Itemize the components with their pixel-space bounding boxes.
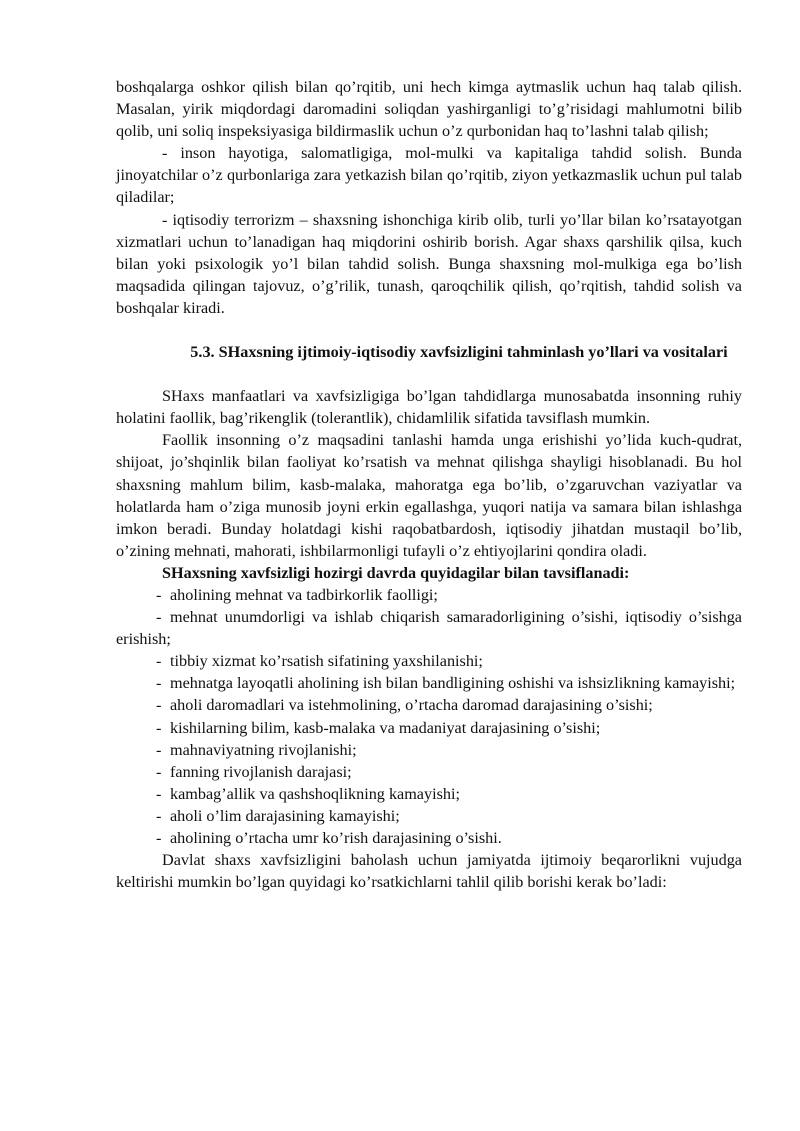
list-item <box>116 606 742 650</box>
list-item-text: kishilarning bilim, kasb-malaka va madaniyat darajasining o’sishi; <box>170 718 601 737</box>
paragraph-threat-life: - inson hayotiga, salomatligiga, mol-mulki va kapitaliga tahdid solish. Bunda jinoyatchilar o’z qurbonlariga zara yetkazish bilan qo’rqitib, ziyon yetkazmaslik uchun pul talab qiladilar; <box>116 144 742 207</box>
dash-marker: - <box>156 696 162 715</box>
list-item-text: mahnaviyatning rivojlanishi; <box>170 740 357 759</box>
dash-marker: - <box>156 740 162 759</box>
list-item <box>116 694 742 716</box>
dash-marker: - <box>156 784 162 803</box>
list-item-text: mehnat unumdorligi va ishlab chiqarish samaradorligining o’sishi, iqtisodiy o’sishga erishish; <box>116 608 742 649</box>
list-item-text: mehnatga layoqatli aholining ish bilan bandligining oshishi va ishsizlikning kamayishi; <box>170 674 736 693</box>
dash-marker: - <box>156 608 162 627</box>
list-item <box>116 584 742 606</box>
paragraph-extortion: boshqalarga oshkor qilish bilan qo’rqitib, uni hech kimga aytmaslik uchun haq talab qilish. Masalan, yirik miqdordagi daromadini soliqdan yashirganligi to’g’risidagi mahlumotni bilib qolib, uni soliq inspeksiyasiga bildirmaslik uchun o’z qurbonidan haq to’lashni talab qilish; <box>116 78 742 141</box>
list-item <box>116 650 742 672</box>
list-item-text: fanning rivojlanish darajasi; <box>170 762 352 781</box>
list-item-text: tibbiy xizmat ko’rsatish sifatining yaxshilanishi; <box>170 652 483 671</box>
bold-lead-sentence: SHaxsning xavfsizligi hozirgi davrda quyidagilar bilan tavsiflanadi: <box>162 563 630 582</box>
section-heading: 5.3. SHaxsning ijtimoiy-iqtisodiy xavfsizligini tahminlash yo’llari va vositalari <box>190 343 728 362</box>
list-item <box>116 805 742 827</box>
list-item-text: kambag’allik va qashshoqlikning kamayishi; <box>170 784 460 803</box>
dash-marker: - <box>156 585 162 604</box>
list-item-text: aholi o’lim darajasining kamayishi; <box>170 806 400 825</box>
paragraph-state-assessment: Davlat shaxs xavfsizligini baholash uchun jamiyatda ijtimoiy beqarorlikni vujudga keltirishi mumkin bo’lgan quyidagi ko’rsatkichlarni tahlil qilib borishi kerak bo’ladi: <box>116 851 742 892</box>
document-page <box>116 76 742 893</box>
list-item-text: aholining o’rtacha umr ko’rish darajasining o’sishi. <box>170 829 502 847</box>
paragraph-activity: Faollik insonning o’z maqsadini tanlashi hamda unga erishishi yo’lida kuch-qudrat, shijoat, jo’shqinlik bilan faoliyat ko’rsatish va mehnat qilishga shayligi hisoblanadi. Bu hol shaxsning mahlum bilim, kasb-malaka, mahoratga ega bo’lib, o’zgaruvchan vaziyatlar va holatlarda ham o’ziga munosib joyni erkin egallashga, yuqori natija va samara bilan ishlashga imkon beradi. Bunday holatdagi kishi raqobatbardosh, iqtisodiy jihatdan mustaqil bo’lib, o’zining mehnati, mahorati, ishbilarmonligi tufayli o’z ehtiyojlarini qondira oladi. <box>116 431 742 560</box>
dash-marker: - <box>156 829 162 847</box>
list-item-text: aholining mehnat va tadbirkorlik faolligi; <box>170 585 438 604</box>
list-item <box>116 827 742 849</box>
list-item-text: aholi daromadlari va istehmolining, o’rtacha daromad darajasining o’sishi; <box>170 696 653 715</box>
list-item <box>116 761 742 783</box>
list-item <box>116 672 742 694</box>
list-item <box>116 739 742 761</box>
indicator-list <box>116 584 742 849</box>
dash-marker: - <box>156 718 162 737</box>
dash-marker: - <box>156 806 162 825</box>
dash-marker: - <box>156 762 162 781</box>
list-item <box>116 717 742 739</box>
dash-marker: - <box>156 674 162 693</box>
paragraph-economic-terrorism: - iqtisodiy terrorizm – shaxsning ishonchiga kirib olib, turli yo’llar bilan ko’rsatayotgan xizmatlari uchun to’lanadigan haq miqdorini oshirib borish. Agar shaxs qarshilik qilsa, kuch bilan yoki psixologik yo’l bilan tahdid solish. Bunga shaxsning mol-mulkiga ega bo’lish maqsadida qilingan tajovuz, o’g’rilik, tunash, qaroqchilik qilish, qo’rqitish, tahdid solish va boshqalar kiradi. <box>116 210 742 317</box>
dash-marker: - <box>156 652 162 671</box>
paragraph-interests: SHaxs manfaatlari va xavfsizligiga bo’lgan tahdidlarga munosabatda insonning ruhiy holatini faollik, bag’rikenglik (tolerantlik), chidamlilik sifatida tavsiflash mumkin. <box>116 387 742 428</box>
list-item <box>116 783 742 805</box>
